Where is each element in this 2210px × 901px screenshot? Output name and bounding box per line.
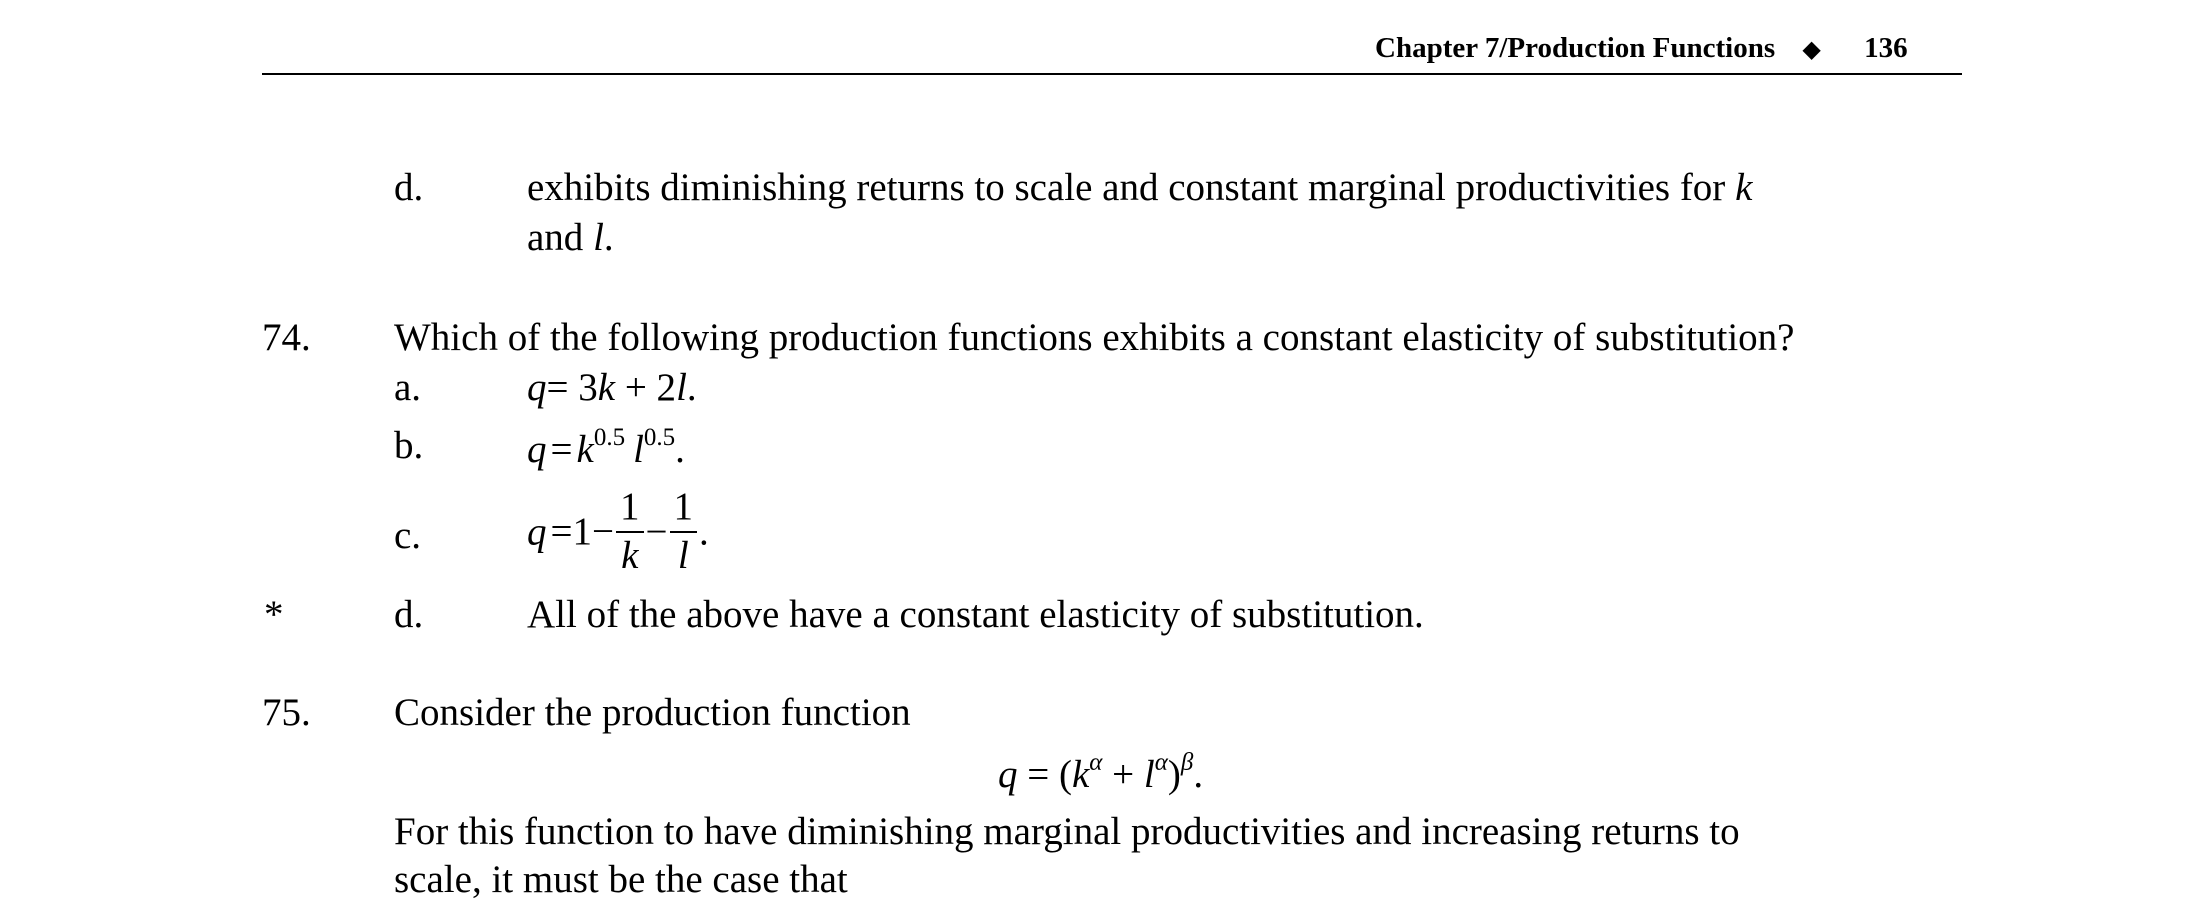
q74-a-letter: a.: [394, 366, 422, 409]
q75-body-line2: scale, it must be the case that: [394, 858, 848, 901]
fraction-one-over-k: $\frac{1}{k}$: [616, 484, 644, 580]
q74-a-equation: q= 3k + 2l.: [527, 366, 697, 409]
diamond-separator-icon: ◆: [1802, 37, 1821, 63]
fraction-one-over-l: $\frac{1}{l}$: [670, 484, 698, 580]
q74-c-equation: q =1− $\frac{1}{k}$ − $\frac{1}{l}$ .: [527, 484, 709, 580]
q74-number: 74.: [262, 316, 311, 359]
answer-marker: *: [264, 593, 284, 636]
q75-number: 75.: [262, 691, 311, 734]
q74-stem: Which of the following production functions exhibits a constant elasticity of substitution?: [394, 316, 1795, 359]
q74-c-letter: c.: [394, 514, 422, 557]
q74-d-text: All of the above have a constant elasticity of substitution.: [527, 593, 1424, 636]
header-rule: [262, 73, 1962, 75]
q74-d-letter: d.: [394, 593, 424, 636]
var-k: k: [1735, 166, 1753, 209]
q75-body-line1: For this function to have diminishing marginal productivities and increasing returns to: [394, 810, 1740, 853]
q74-b-equation: $q = k^{0.5}$ $l^{0.5}$.: [527, 424, 685, 471]
q73-d-line1: exhibits diminishing returns to scale and constant marginal productivities for k: [527, 166, 1753, 209]
q73-d-letter: d.: [394, 166, 424, 209]
var-l: l: [593, 216, 604, 259]
q75-stem: Consider the production function: [394, 691, 911, 734]
page-number: 136: [1864, 32, 1908, 64]
q73-d-line2: and l.: [527, 216, 614, 259]
q74-b-letter: b.: [394, 424, 424, 467]
chapter-title: Chapter 7/Production Functions: [1375, 32, 1776, 64]
q75-equation: $q = (k^\alpha + l^\alpha)^\beta$.: [998, 749, 1204, 796]
running-header: [1375, 32, 1908, 65]
